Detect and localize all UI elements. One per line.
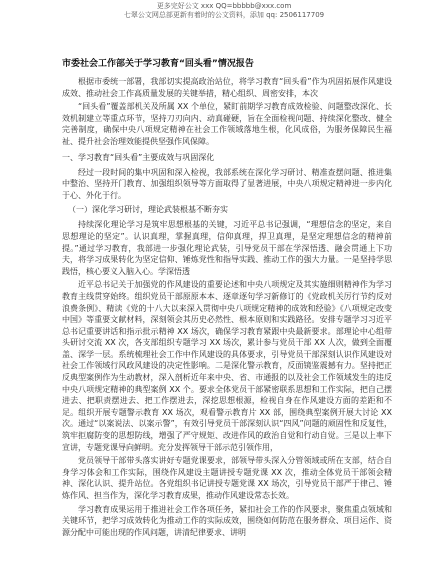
page-header xyxy=(0,0,448,20)
header-line-1: 更多完好公文 xxx QQ=bbbbb@xxx.com xyxy=(156,2,292,10)
document-body xyxy=(62,58,392,540)
section-1-body-paragraph: 学习教育成果运用于推进社会工作各项任务，紧扣社会工作的作风要求，聚焦重点领域和关键环节，把学习成效转化为推动工作的实际成效，围绕如何防范在服务群众、项目运作、资源分配中可能出现的作风问题，讲清纪律要求、讲明 xyxy=(62,504,392,537)
intro-paragraph-1: 根据市委统一部署，我部切实提高政治站位，将学习教育“回头看”作为巩固拓展作风建设成效、推动社会工作高质量发展的关键举措，精心组织、周密安排，本次 xyxy=(62,77,392,98)
section-1-heading: 一、学习教育“回头看”主要成效与巩固深化 xyxy=(62,152,215,162)
section-1-body-paragraph: 持续深化理论学习是筑牢思想根基的关键，习近平总书记强调，“理想信念的坚定，来自思想理论的坚定”。认识真理，掌握真理，信仰真理，捍卫真理，是坚定理想信念的精神前提。”通过学习教育，我部进一步强化理论武装，引导党员干部在学深悟透、融会贯通上下功夫，将学习成果转化为坚定信仰、锤炼党性和指导实践、推动工作的强大力量。一是坚持学思践悟，核心要义入脑入心。学深悟透 xyxy=(62,220,392,276)
section-1-body-paragraph: 近平总书记关于加强党的作风建设的重要论述和中央八项规定及其实施细则精神作为学习教育主线贯穿始终。组织党员干部原原本本、逐章逐句学习新修订的《党政机关厉行节约反对浪费条例》、精读《党的十八大以来深入贯彻中央八项规定精神的成效和经验》《八项规定改变中国》等重要文献材料，深刻领会其历史必然性、根本原则和实践路径。安排专题学习习近平总书记重要讲话和指示批示精神 XX 场次，确保学习教育紧跟中央最新要求。部理论中心组带头研讨交流 XX 次，各支部组织专题学习 XX 场次，累计参与党员干部 XX 人次，做到全面覆盖、深学一层。系统梳理社会工作中作风建设的具体要求，引导党员干部深刻认识作风建设对社会工作领域行风政风建设的决定性影响。二是深化警示教育，反面镜鉴震撼有力。坚持把正反典型案例作为生动教材，深入剖析近年来中央、省、市通报的以及社会工作领域发生的违反中央八项规定精神的典型案例 XX 个。要求全体党员干部紧密联系思想和工作实际，把自己摆进去、把职责摆进去、把工作摆进去，深挖思想根源，检视自身在作风建设方面的差距和不足。组织开展专题警示教育 XX 场次，观看警示教育片 XX 部，围绕典型案例开展大讨论 XX 次。通过“以案说法、以案示警”，有效引导党员干部深刻认识“四风”问题的顽固性和反复性，筑牢拒腐防变的思想防线，增强了严守规矩、改进作风的政治自觉和行动自觉。三是以上率下宣讲，专题党课导向鲜明。充分发挥领导干部示范引领作用， xyxy=(62,280,392,452)
document-title: 市委社会工作部关于学习教育“回头看”情况报告 xyxy=(62,59,254,69)
intro-paragraph-2: “回头看”覆盖部机关及所属 XX 个单位，紧盯前期学习教育成效检验、问题整改深化、长效机制建立等重点环节，坚持刀刃向内、动真碰硬，旨在全面检视问题、持续深化整改、健全完善制度，确保中央八项规定精神在社会工作领域落地生根，化风成俗，为服务保障民生福祉、提升社会治理效能提供坚强作风保障。 xyxy=(62,102,392,146)
section-1-body-paragraph: 党员领导干部带头落实讲好专题党课要求，部领导带头深入分管领域或所在支部，结合自身学习体会和工作实际，围绕作风建设主题讲授专题党课 XX 次，推动全体党员干部领会精神、深化认识、提升站位。各党组织书记讲授专题党课 XX 场次，引导党员干部严于律己、锤炼作风、担当作为，深化学习教育成果，推动作风建设常态长效。 xyxy=(62,456,392,500)
header-line-2: 七翠公文网总部更新有着时的公文资料，添加 qq: 2506117709 xyxy=(123,11,325,19)
section-1-subheading-1: （一）深化学习研讨，理论武装根基不断夯实 xyxy=(68,205,228,215)
section-1-intro: 经过一段时间的集中巩固和深入检视，我部系统在深化学习研讨、精准查摆问题、推进集中整治、坚持开门教育、加强组织领导等方面取得了显著进展，中央八项规定精神进一步内化于心、外化于行。 xyxy=(62,167,392,200)
